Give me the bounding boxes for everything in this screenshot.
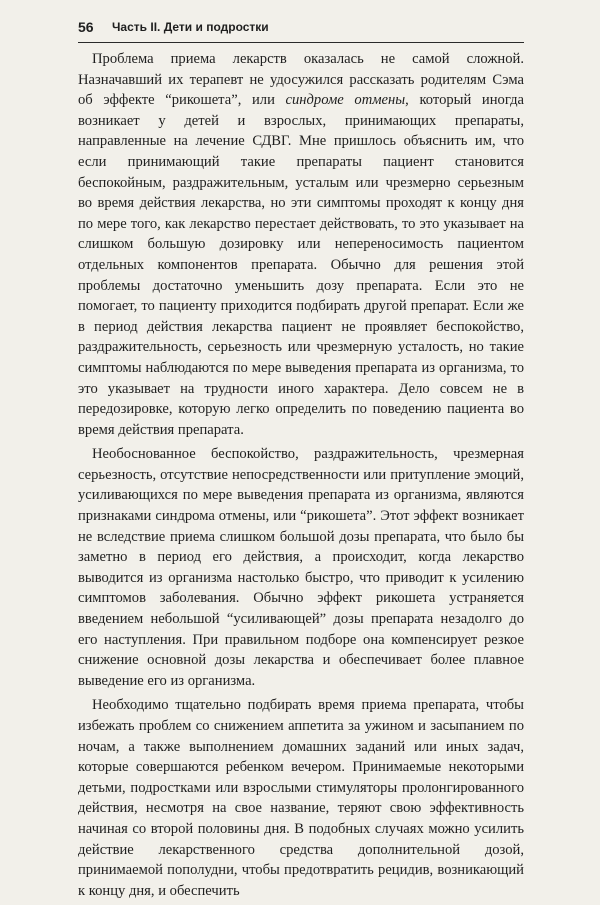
paragraph-1-part-1: Проблема приема лекарств оказалась не самой сложной. Назначавший их терапевт не удосужился рассказать родителям Сэма об эффекте “рикошета”, или [78, 51, 524, 109]
running-head: Часть II. Дети и подростки [112, 20, 269, 34]
paragraph-1 [78, 49, 524, 440]
paragraph-1-part-2: , который иногда возникает у детей и взрослых, принимающих препараты, направленные на лечение СДВГ. Мне пришлось объяснить им, что если принимающий такие препараты пациент становится беспокойным, раздражительным, усталым или чрезмерно серьезным во время действия лекарства, но эти симптомы проходят к концу дня по мере того, как лекарство перестает действовать, то это указывает на слишком большую дозировку или непереносимость пациентом отдельных компонентов препарата. Обычно для решения этой проблемы достаточно уменьшить дозу препарата. Если это не помогает, то пациенту приходится подбирать другой препарат. Если же в период действия лекарства пациент не проявляет беспокойство, раздражительность, серьезность или чрезмерную усталость, но такие симптомы наблюдаются по мере выведения препарата из организма, то это указывает на трудности иного характера. Дело совсем не в передозировке, которую легко определить по поведению пациента во время действия препарата. [78, 92, 525, 438]
term-withdrawal-syndrome: синдроме отмены [285, 92, 406, 109]
paragraph-3: Необходимо тщательно подбирать время приема препарата, чтобы избежать проблем со снижением аппетита за ужином и засыпанием по ночам, а также выполнением домашних заданий или иных задач, которые совершаются ребенком вечером. Принимаемые некоторыми детьми, подростками или взрослыми стимуляторы пролонгированного действия, несмотря на свое название, теряют свою эффективность начиная со второй половины дня. В подобных случаях можно усилить действие лекарственного средства дополнительной дозой, принимаемой пополудни, чтобы предотвратить рецидив, возникающий к концу дня, и обеспечить [78, 697, 524, 899]
paragraph-2: Необоснованное беспокойство, раздражительность, чрезмерная серьезность, отсутствие непосредственности или притупление эмоций, усиливающихся по мере выведения препарата из организма, являются признаками синдрома отмены, или “рикошета”. Этот эффект возникает не вследствие приема слишком большой дозы препарата, что было бы заметно в период его действия, а происходит, когда лекарство выводится из организма настолько быстро, что приводит к усилению симптомов заболевания. Обычно эффект рикошета устраняется введением небольшой “усиливающей” дозы препарата незадолго до его наступления. При правильном подборе она компенсирует резкое снижение основной дозы лекарства и обеспечивает более плавное выведение его из организма. [78, 446, 524, 689]
page-number: 56 [78, 19, 94, 35]
body-text [78, 49, 524, 905]
page-header [78, 16, 524, 43]
